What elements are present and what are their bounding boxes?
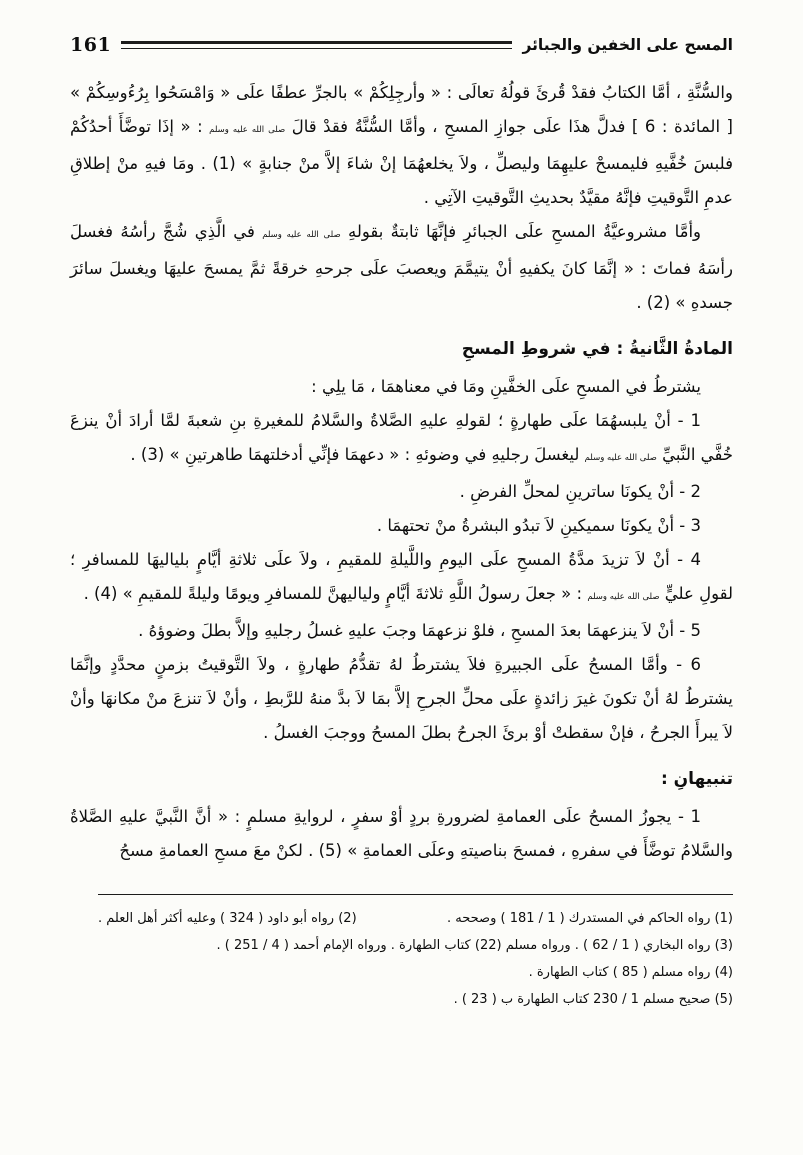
- chapter-running-title: المسح على الخفين والجبائر: [522, 36, 733, 54]
- sallallahu-alayhi-wasallam-mark: صلى الله عليه وسلم: [209, 125, 286, 135]
- condition-item-1: 1 - أنْ يلبسهُمَا علَى طهارةٍ ؛ لقولهِ عليهِ الصَّلاةُ والسَّلامُ للمغيرةِ بنِ شعبةَ لمَّا أرادَ أنْ ينزعَ خُفَّي النَّبيِّ صلى الله عليه وسلم ليغسلَ رجليهِ في وضوئهِ : « دعهمَا فإنِّي أدخلتهمَا طاهرتينِ » (3) .: [70, 411, 733, 464]
- footnote-4: (4) رواه مسلم ( 85 ) كتاب الطهارة .: [528, 965, 733, 980]
- footnote-2: (2) رواه أبو داود ( 324 ) وعليه أكثر أهل العلم .: [98, 911, 357, 926]
- page-number: 161: [70, 34, 112, 56]
- condition-item-4: 4 - أنْ لاَ تزيدَ مدَّةُ المسحِ علَى اليومِ واللَّيلةِ للمقيمِ ، ولاَ علَى ثلاثةِ أيَّامٍ بلياليهَا للمسافرِ ؛ لقولِ عليٍّ صلى الله عليه وسلم : « جعلَ رسولُ اللَّهِ ثلاثةَ أيَّامٍ ولياليهنَّ للمسافرِ ويومًا وليلةً للمقيمِ » (4) .: [70, 550, 733, 603]
- condition-item-3: 3 - أنْ يكونَا سميكينِ لاَ تبدُو البشرةُ منْ تحتهمَا .: [376, 516, 701, 535]
- section-heading-notes: تنبيهانِ :: [660, 769, 733, 789]
- footnote-row-1: [98, 905, 733, 932]
- paragraph-jabair-evidence: وأمَّا مشروعيَّةُ المسحِ علَى الجبائرِ فإنَّهَا ثابتةٌ بقولهِ صلى الله عليه وسلم في الَّذِي شُجَّ رأسُهُ فغسلَ رأسَهُ فماتَ : « إنَّمَا كانَ يكفيهِ أنْ يتيمَّمَ ويعصبَ علَى جرحهِ خرقةً ثمَّ يمسحَ عليهَا ويغسلَ سائرَ جسدهِ » (2) .: [70, 222, 733, 312]
- header-double-rule: [121, 41, 512, 49]
- conditions-intro: يشترطُ في المسحِ علَى الخفَّينِ ومَا في معناهمَا ، مَا يلِي :: [311, 377, 701, 396]
- condition-item-5: 5 - أنْ لاَ ينزعهمَا بعدَ المسحِ ، فلوْ نزعهمَا وجبَ عليهِ غسلُ رجليهِ وإلاَّ بطلَ وضوؤهُ .: [138, 621, 701, 640]
- section-heading-conditions: المادةُ الثَّانيةُ : في شروطِ المسحِ: [461, 339, 733, 359]
- note-item-1: 1 - يجوزُ المسحُ علَى العمامةِ لضرورةِ بردٍ أوْ سفرٍ ، لروايةِ مسلمٍ : « أنَّ النَّبيَّ عليهِ الصَّلاةُ والسَّلامُ توضَّأَ في سفرهِ ، فمسحَ بناصيتهِ وعلَى العمامةِ » (5) . لكنْ معَ مسحِ العمامةِ مسحُ: [70, 807, 733, 860]
- footnote-5: (5) صحيح مسلم 1 / 230 كتاب الطهارة ب ( 23 ) .: [453, 992, 733, 1007]
- sallallahu-alayhi-wasallam-mark: صلى الله عليه وسلم: [587, 592, 660, 602]
- sallallahu-alayhi-wasallam-mark: صلى الله عليه وسلم: [262, 230, 341, 240]
- footnotes-block: [98, 894, 733, 1013]
- footnote-3: (3) رواه البخاري ( 1 / 62 ) . ورواه مسلم (22) كتاب الطهارة . ورواه الإمام أحمد ( 4 / 251 ) .: [216, 938, 733, 953]
- condition-item-6: 6 - وأمَّا المسحُ علَى الجبيرةِ فلاَ يشترطُ لهُ تقدُّمُ طهارةٍ ، ولاَ التَّوقيتُ بزمنٍ محدَّدٍ وإنَّمَا يشترطُ لهُ أنْ تكونَ غيرَ زائدةٍ علَى محلِّ الجرحِ إلاَّ بمَا لاَ بدَّ منهُ للرَّبطِ ، وأنْ لاَ تنزعَ منْ مكانهَا وأنْ لاَ يبرأَ الجرحُ ، فإنْ سقطتْ أوْ برئَ الجرحُ بطلَ المسحُ ووجبَ الغسلُ .: [70, 655, 733, 742]
- paragraph-sunnah-evidence: والسُّنَّةِ ، أمَّا الكتابُ فقدْ قُرئَ قولُهُ تعالَى : « وأرجِلِكُمْ » بالجرِّ عطفًا علَى « وَامْسَحُوا بِرُءُوسِكُمْ » [ المائدة : 6 ] فدلَّ هذَا علَى جوازِ المسحِ ، وأمَّا السُّنَّةُ فقدْ قالَ صلى الله عليه وسلم : « إذَا توضَّأَ أحدُكُمْ فلبسَ خُفَّيهِ فليمسحْ عليهِمَا وليصلِّ ، ولاَ يخلعهُمَا إنْ شاءَ إلاَّ منْ جنابةٍ » (1) . ومَا فيهِ منْ إطلاقِ عدمِ التَّوقيتِ فإنَّهُ مقيَّدٌ بحديثِ التَّوقيتِ الآتِي .: [70, 83, 733, 207]
- page-header: [70, 34, 733, 56]
- sallallahu-alayhi-wasallam-mark: صلى الله عليه وسلم: [584, 453, 657, 463]
- page-body: [70, 76, 733, 1013]
- condition-item-2: 2 - أنْ يكونَا ساترينِ لمحلِّ الفرضِ .: [459, 482, 701, 501]
- footnote-1: (1) رواه الحاكم في المستدرك ( 1 / 181 ) وصححه .: [447, 911, 733, 926]
